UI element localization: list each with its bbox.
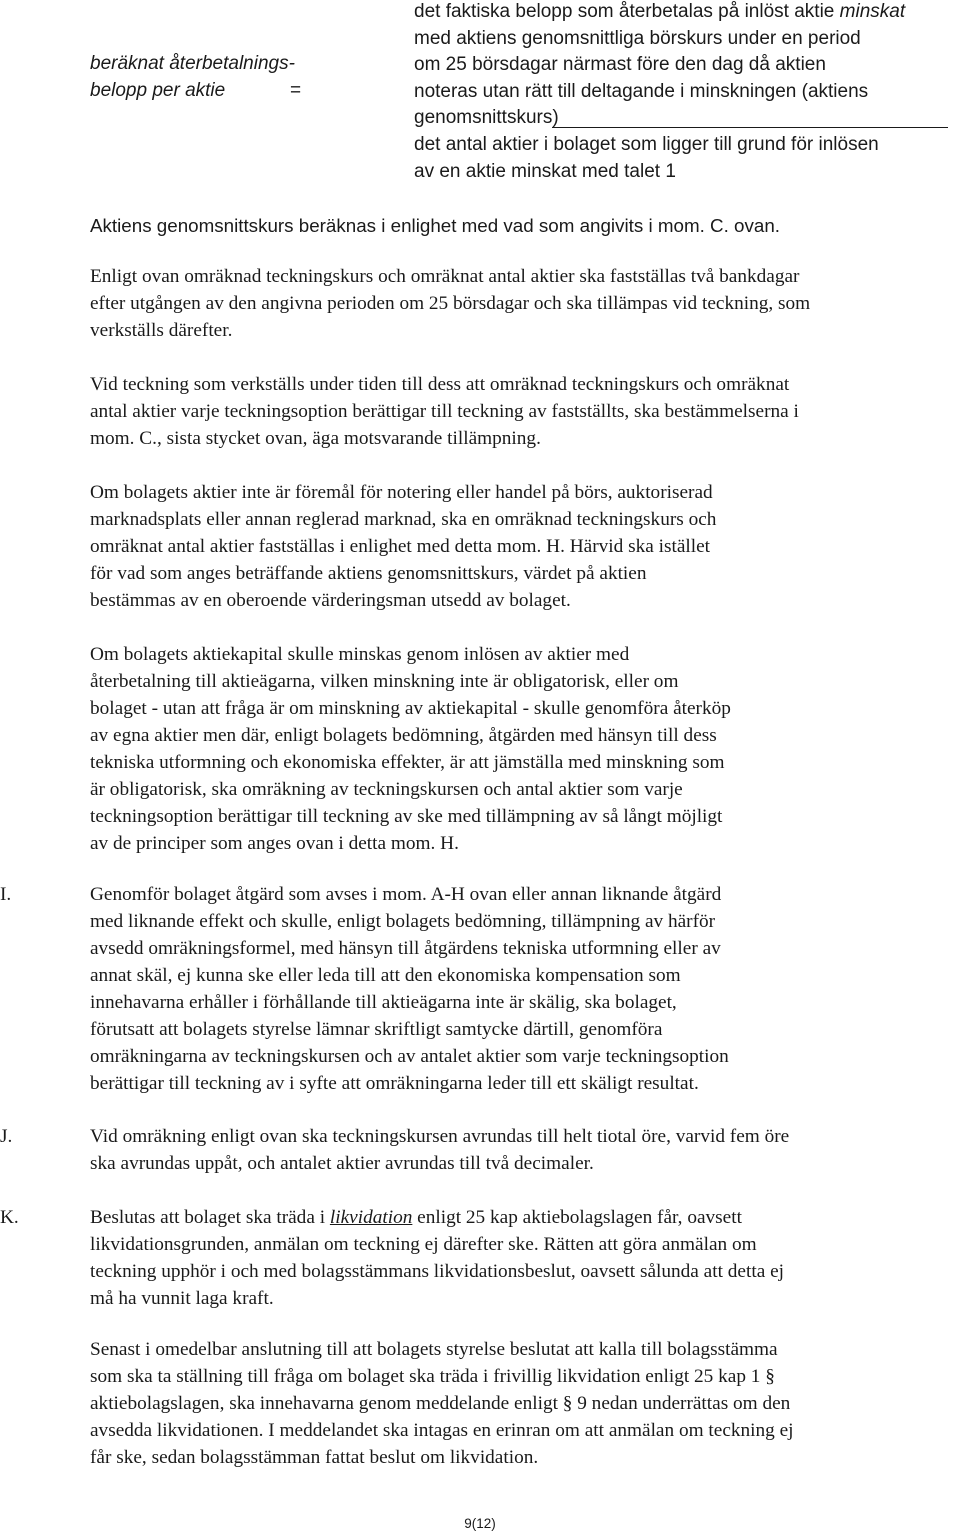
numerator-line3: om 25 börsdagar närmast före den dag då aktien [414,54,826,75]
paragraph-line: likvidationsgrunden, anmälan om teckning ej därefter ske. Rätten att göra anmälan om [90,1234,757,1255]
paragraph-line: med liknande effekt och skulle, enligt bolagets bedömning, tillämpning av härför [90,911,716,932]
paragraph-line: Om bolagets aktier inte är föremål för notering eller handel på börs, auktoriserad [90,482,713,503]
paragraph-line: avsedda likvidationen. I meddelandet ska intagas en erinran om att anmälan om teckning ej [90,1420,794,1441]
paragraph-line: teckningsoption berättigar till teckning av ske med tillämpning av så långt möjligt [90,806,723,827]
avg-price-note [90,212,780,239]
paragraph-line: som ska ta ställning till fråga om bolaget ska träda i frivillig likvidation enligt 25 kap 1 § [90,1366,775,1387]
paragraph-line: Vid teckning som verkställs under tiden till dess att omräknad teckningskurs och omräknat [90,374,790,395]
section-k-text [90,1204,956,1312]
paragraph-line: Vid omräkning enligt ovan ska teckningskursen avrundas till helt tiotal öre, varvid fem öre [90,1126,790,1147]
paragraph-line: får ske, sedan bolagsstämman fattat beslut om likvidation. [90,1447,539,1468]
paragraph-line: innehavarna erhåller i förhållande till aktieägarna inte är skälig, ska bolaget, [90,992,677,1013]
paragraph-line: återbetalning till aktieägarna, vilken minskning inte är obligatorisk, eller om [90,671,679,692]
repayment-formula [0,0,960,200]
paragraph-line: tekniska utformning och ekonomiska effekter, är att jämställa med minskning som [90,752,725,773]
paragraph-line: är obligatorisk, ska omräkning av teckningskursen och antal aktier som varje [90,779,683,800]
paragraph-line: avsedd omräkningsformel, med hänsyn till åtgärdens tekniska utformning eller av [90,938,721,959]
numerator-line1-text: det faktiska belopp som återbetalas på inlöst aktie [414,1,840,22]
paragraph-line: teckning upphör i och med bolagsstämmans likvidationsbeslut, oavsett sålunda att detta ej [90,1261,784,1282]
avg-price-note-text: Aktiens genomsnittskurs beräknas i enlighet med vad som angivits i mom. C. ovan. [90,215,780,236]
paragraph-line: efter utgången av den angivna perioden om 25 börsdagar och ska tillämpas vid teckning, som [90,293,811,314]
denominator-line1: det antal aktier i bolaget som ligger till grund för inlösen [414,134,879,155]
paragraph-line: annat skäl, ej kunna ske eller leda till att den ekonomiska kompensation som [90,965,681,986]
paragraph-line: Enligt ovan omräknad teckningskurs och omräknat antal aktier ska fastställas två bankdagar [90,266,800,287]
section-k-line1-post: enligt 25 kap aktiebolagslagen får, oavsett [412,1207,742,1228]
likvidation-link[interactable]: likvidation [329,1207,413,1228]
paragraph-line: av de principer som anges ovan i detta mom. H. [90,833,459,854]
page-number: 9(12) [464,1516,496,1531]
paragraph-line: av egna aktier men där, enligt bolagets bedömning, åtgärden med hänsyn till dess [90,725,717,746]
numerator-line5: genomsnittskurs) [414,107,559,128]
formula-lhs-line2: belopp per aktie [90,79,226,101]
numerator-italic-word: minskat [839,1,906,22]
paragraph-line: verkställs därefter. [90,320,233,341]
formula-lhs [90,51,302,104]
section-j-text [90,1123,956,1177]
section-k-line1-pre: Beslutas att bolaget ska träda i [90,1207,330,1228]
paragraph-line: förutsatt att bolagets styrelse lämnar skriftligt samtycke därtill, genomföra [90,1019,663,1040]
fraction-bar [552,127,948,128]
section-k-line1 [90,1204,956,1231]
paragraph-line: omräkningarna av teckningskursen och av antalet aktier som varje teckningsoption [90,1046,729,1067]
paragraph-line: mom. C., sista stycket ovan, äga motsvarande tillämpning. [90,428,541,449]
numerator-line1 [414,0,954,26]
section-i-text [90,881,956,1097]
paragraph-unlisted [90,479,956,614]
paragraph-line: ska avrundas uppåt, och antalet aktier avrundas till två decimaler. [90,1153,594,1174]
paragraph-line: må ha vunnit laga kraft. [90,1288,274,1309]
section-marker-k: K. [0,1207,19,1228]
paragraph-line: Senast i omedelbar anslutning till att bolagets styrelse beslutat att kalla till bolagsstämma [90,1339,778,1360]
paragraph-line: berättigar till teckning av i syfte att omräkningarna leder till ett skäligt resultat. [90,1073,699,1094]
denominator-line2: av en aktie minskat med talet 1 [414,161,676,182]
formula-numerator [414,0,954,132]
paragraph-line: Om bolagets aktiekapital skulle minskas genom inlösen av aktier med [90,644,630,665]
paragraph-line: Genomför bolaget åtgärd som avses i mom. A-H ovan eller annan liknande åtgärd [90,884,722,905]
paragraph-determination [90,263,956,344]
paragraph-line: antal aktier varje teckningsoption berättigar till teckning av fastställts, ska bestämmelserna i [90,401,799,422]
paragraph-line: marknadsplats eller annan reglerad marknad, ska en omräknad teckningskurs och [90,509,717,530]
paragraph-line: omräknat antal aktier fastställas i enlighet med detta mom. H. Härvid ska istället [90,536,711,557]
paragraph-line: för vad som anges beträffande aktiens genomsnittskurs, värdet på aktien [90,563,647,584]
paragraph-line: aktiebolagslagen, ska innehavarna genom meddelande enligt § 9 nedan underrättas om den [90,1393,791,1414]
formula-lhs-line1: beräknat återbetalnings- [90,53,295,74]
numerator-line2: med aktiens genomsnittliga börskurs under en period [414,27,861,49]
formula-equals: = [290,79,302,101]
paragraph-line: bolaget - utan att fråga är om minskning av aktiekapital - skulle genomföra återköp [90,698,731,719]
paragraph-line: bestämmas av en oberoende värderingsman utsedd av bolaget. [90,590,571,611]
formula-denominator [414,131,954,185]
section-marker-j: J. [0,1126,13,1147]
paragraph-capital-reduction [90,641,956,857]
numerator-line4: noteras utan rätt till deltagande i minskningen (aktiens [414,80,869,102]
section-k-paragraph2 [90,1336,956,1471]
section-marker-i: I. [0,884,12,905]
paragraph-subscription [90,371,956,452]
